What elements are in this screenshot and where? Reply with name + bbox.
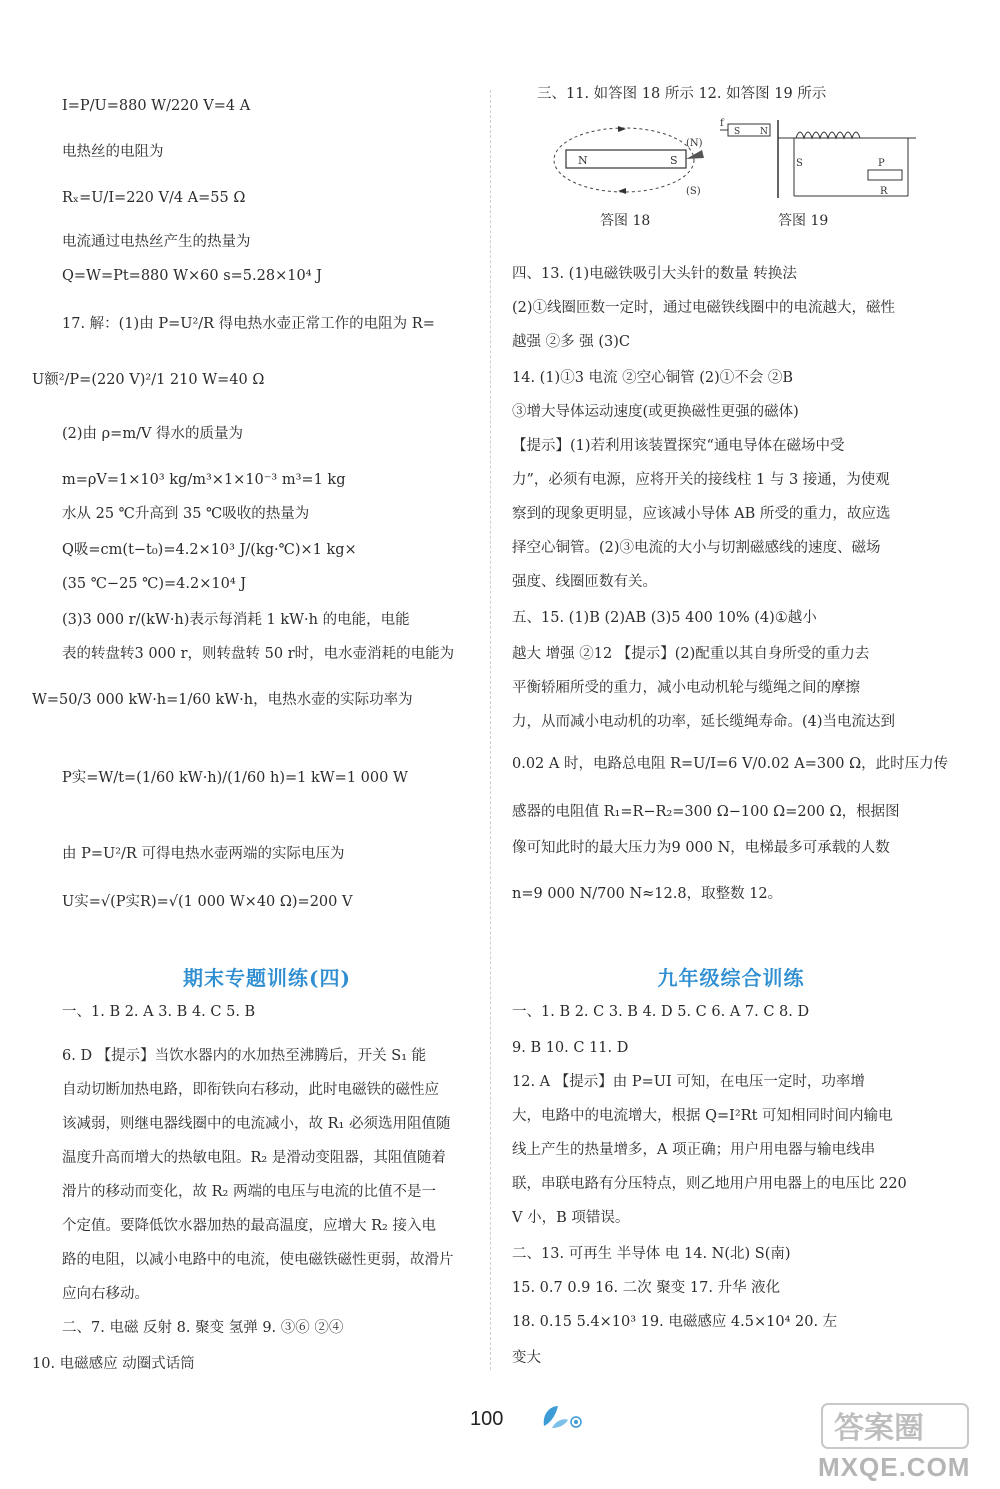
figure-18-diagram — [552, 122, 712, 196]
right-line: 0.02 A 时，电路总电阻 R=U/I=6 V/0.02 A=300 Ω，此时压力传 — [512, 756, 949, 772]
left-line: Q吸=cm(t−t₀)=4.2×10³ J/(kg·℃)×1 kg× — [62, 542, 357, 558]
right-line: 力，从而减小电动机的功率，延长缆绳寿命。(4)当电流达到 — [512, 714, 896, 730]
left-line: W=50/3 000 kW·h=1/60 kW·h，电热水壶的实际功率为 — [32, 692, 413, 708]
answer-line: 一、1. B 2. A 3. B 4. C 5. B — [62, 1004, 256, 1020]
right-line: 感器的电阻值 R₁=R−R₂=300 Ω−100 Ω=200 Ω，根据图 — [512, 804, 900, 820]
answer-line: 应向右移动。 — [62, 1286, 149, 1302]
figure-19-label: N — [760, 127, 768, 137]
left-line: I=P/U=880 W/220 V=4 A — [62, 98, 251, 114]
column-divider — [490, 90, 491, 1370]
answer-line: 二、7. 电磁 反射 8. 聚变 氢弹 9. ③⑥ ②④ — [62, 1320, 344, 1336]
right-line: 越强 ②多 强 (3)C — [512, 334, 630, 350]
left-line: 水从 25 ℃升高到 35 ℃吸收的热量为 — [62, 506, 310, 522]
figure-18-label: (S) — [686, 186, 701, 196]
left-line: (35 ℃−25 ℃)=4.2×10⁴ J — [62, 576, 247, 592]
figure-19-caption: 答图 19 — [778, 213, 829, 229]
right-line: 三、11. 如答图 18 所示 12. 如答图 19 所示 — [537, 86, 827, 102]
right-line: 择空心铜管。(2)③电流的大小与切割磁感线的速度、磁场 — [512, 540, 881, 556]
right-line: 14. (1)①3 电流 ②空心铜管 (2)①不会 ②B — [512, 370, 794, 386]
answer-line: 一、1. B 2. C 3. B 4. D 5. C 6. A 7. C 8. D — [512, 1004, 810, 1020]
left-line: U实=√(P实R)=√(1 000 W×40 Ω)=200 V — [62, 894, 353, 910]
answer-line: 大，电路中的电流增大，根据 Q=I²Rt 可知相同时间内输电 — [512, 1108, 893, 1124]
figure-18-label: S — [670, 154, 678, 167]
left-line: 17. 解：(1)由 P=U²/R 得电热水壶正常工作的电阻为 R= — [62, 316, 435, 332]
right-line: 平衡轿厢所受的重力，减小电动机轮与缆绳之间的摩擦 — [512, 680, 860, 696]
left-line: Q=W=Pt=880 W×60 s=5.28×10⁴ J — [62, 268, 322, 284]
answer-line: 18. 0.15 5.4×10³ 19. 电磁感应 4.5×10⁴ 20. 左 — [512, 1314, 838, 1330]
answer-line: 10. 电磁感应 动圈式话筒 — [32, 1356, 195, 1372]
answer-line: 个定值。要降低饮水器加热的最高温度，应增大 R₂ 接入电 — [62, 1218, 436, 1234]
right-line: 四、13. (1)电磁铁吸引大头针的数量 转换法 — [512, 266, 797, 282]
figure-18-label: (N) — [686, 138, 703, 149]
left-line: Rₓ=U/I=220 V/4 A=55 Ω — [62, 190, 246, 206]
answer-line: 9. B 10. C 11. D — [512, 1040, 629, 1056]
page-number: 100 — [470, 1408, 504, 1430]
figure-19-label: S — [796, 158, 803, 169]
figure-19-label: P — [878, 158, 885, 169]
right-line: n=9 000 N/700 N≈12.8，取整数 12。 — [512, 886, 783, 902]
answer-line: 滑片的移动而变化，故 R₂ 两端的电压与电流的比值不是一 — [62, 1184, 436, 1200]
figure-18-caption: 答图 18 — [600, 213, 651, 229]
answer-line: 温度升高而增大的热敏电阻。R₂ 是滑动变阻器，其阻值随着 — [62, 1150, 446, 1166]
watermark-text: MXQE.COM — [818, 1452, 971, 1482]
left-line: 电热丝的电阻为 — [62, 144, 164, 160]
left-line: U额²/P=(220 V)²/1 210 W=40 Ω — [32, 372, 265, 388]
left-line: (3)3 000 r/(kW·h)表示每消耗 1 kW·h 的电能，电能 — [62, 612, 410, 628]
leaf-ornament-icon — [538, 1402, 588, 1432]
right-line: 强度、线圈匝数有关。 — [512, 574, 657, 590]
answer-line: V 小，B 项错误。 — [512, 1210, 630, 1226]
right-line: 力”，必须有电源，应将开关的接线柱 1 与 3 接通，为使观 — [512, 472, 890, 488]
figure-19-diagram — [718, 118, 918, 206]
answer-line: 12. A 【提示】由 P=UI 可知，在电压一定时，功率增 — [512, 1074, 865, 1090]
left-line: 电流通过电热丝产生的热量为 — [62, 234, 251, 250]
answer-line: 自动切断加热电路，即衔铁向右移动，此时电磁铁的磁性应 — [62, 1082, 439, 1098]
right-line: (2)①线圈匝数一定时，通过电磁铁线圈中的电流越大，磁性 — [512, 300, 896, 316]
section-title: 九年级综合训练 — [657, 966, 805, 990]
section-title: 期末专题训练(四) — [183, 966, 351, 990]
answer-line: 线上产生的热量增多，A 项正确；用户用电器与输电线串 — [512, 1142, 876, 1158]
right-line: 五、15. (1)B (2)AB (3)5 400 10% (4)①越小 — [512, 610, 817, 626]
left-line: 由 P=U²/R 可得电热水壶两端的实际电压为 — [62, 846, 345, 862]
left-line: m=ρV=1×10³ kg/m³×1×10⁻³ m³=1 kg — [62, 472, 346, 488]
right-line: 像可知此时的最大压力为9 000 N，电梯最多可承载的人数 — [512, 840, 890, 856]
left-line: P实=W/t=(1/60 kW·h)/(1/60 h)=1 kW=1 000 W — [62, 770, 408, 786]
left-line: 表的转盘转3 000 r，则转盘转 50 r时，电水壶消耗的电能为 — [62, 646, 455, 662]
right-line: 【提示】(1)若利用该装置探究“通电导体在磁场中受 — [512, 438, 845, 454]
left-line: (2)由 ρ=m/V 得水的质量为 — [62, 426, 244, 442]
watermark-logo-text: 答案圈 — [834, 1411, 924, 1446]
right-line: 察到的现象更明显，应该减小导体 AB 所受的重力，故应选 — [512, 506, 891, 522]
figure-19-label: R — [880, 186, 888, 197]
answer-line: 路的电阻，以减小电路中的电流，使电磁铁磁性更弱，故滑片 — [62, 1252, 454, 1268]
figure-19-label: S — [734, 127, 741, 137]
watermark-logo — [820, 1400, 970, 1452]
answer-line: 15. 0.7 0.9 16. 二次 聚变 17. 升华 液化 — [512, 1280, 781, 1296]
answer-line: 变大 — [512, 1350, 541, 1366]
right-line: 越大 增强 ②12 【提示】(2)配重以其自身所受的重力去 — [512, 646, 870, 662]
figure-19-label: f — [720, 118, 724, 129]
figure-18-label: N — [578, 154, 588, 167]
answer-line: 二、13. 可再生 半导体 电 14. N(北) S(南) — [512, 1246, 791, 1262]
answer-line: 6. D 【提示】当饮水器内的水加热至沸腾后，开关 S₁ 能 — [62, 1048, 427, 1064]
right-line: ③增大导体运动速度(或更换磁性更强的磁体) — [512, 404, 799, 420]
answer-line: 该减弱，则继电器线圈中的电流减小，故 R₁ 必须选用阻值随 — [62, 1116, 451, 1132]
answer-line: 联，串联电路有分压特点，则乙地用户用电器上的电压比 220 — [512, 1176, 907, 1192]
